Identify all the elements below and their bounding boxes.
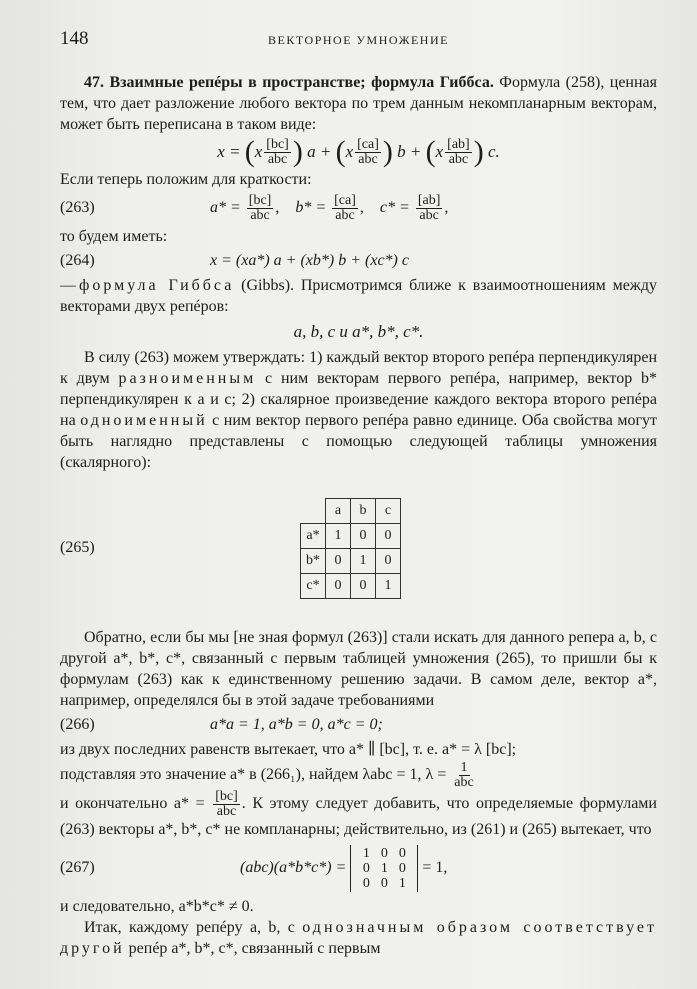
fraction: $\frac{1}{\text{abc}}$ [454,759,474,790]
term-pre: x [345,142,354,161]
equation-lhs: x = [217,142,241,161]
paragraph-converse: Обратно, если бы мы [не зная формул (263)] стали искать для данного репера a, b, c другой a*, b*, c*, связанный с первым таблицей умножения (265), то пришли бы к формулам (263) как к единственному решению задачи. В самом деле, вектор a*, например, определялся бы в этой задаче требованиями [60,629,657,709]
table-row-header: a* [301,523,326,548]
term-post: c. [487,142,500,161]
term-pre: x [435,142,444,161]
fraction: $\frac{[bc]}{\text{abc}}$ [248,192,272,223]
fraction: $\frac{[ca]}{\text{abc}}$ [334,192,356,223]
paragraph-substitute: подставляя это значение a* в (266₁), найдем λabc = 1, λ = $\frac{1}{\text{abc}}$ [60,759,474,790]
paragraph-brevity: Если теперь положим для краткости: [60,171,312,188]
equation-263: (263) a* = $\frac{[bc]}{\text{abc}}$ , b* = $\frac{[ca]}{\text{abc}}$ , c* = $\frac{[ab]}{\text{abc}}$ , [60,192,449,223]
table-cell: 1 [326,523,351,548]
table-row [301,523,401,548]
equation-body: a*a = 1, a*b = 0, a*c = 0; [210,716,383,733]
paragraph-intro-text: Формула (258), ценная тем, что дает разложение любого вектора по трем данным некомпланарным векторам, может быть переписана в таком виде: [60,74,658,133]
table-cell: 0 [351,523,376,548]
equation-body: x = (xa*) a + (xb*) b + (xc*) c [210,252,409,269]
table-row [301,548,401,573]
table-header-cell: a [326,498,351,523]
table-cell: 0 [351,573,376,598]
equation-number: (267) [60,859,95,876]
page-header [60,28,657,58]
term-pre: x [254,142,263,161]
equation-number: (266) [60,716,95,733]
fraction: $\frac{[ab]}{\text{abc}}$ [447,136,470,167]
equation-266 [60,711,657,739]
paragraph-we-get: то будем иметь: [60,228,168,245]
vectors-line: a, b, c и a*, b*, c*. [293,322,424,341]
fraction: $\frac{[ca]}{\text{abc}}$ [357,136,379,167]
table-cell: 0 [326,548,351,573]
table-cell: 0 [376,523,401,548]
equation-267: (267) (abc)(a*b*c*) = 1 0 0 0 1 0 0 0 1 = 1, [60,845,448,891]
table-cell: 1 [376,573,401,598]
paragraph-properties: В силу (263) можем утверждать: 1) каждый вектор второго репéра перпендикулярен к двум разноименным с ним векторам первого репéра, например, вектор b* перпендикулярен к a и c; 2) скалярное произведение каждого вектора второго репéра на одноименный с ним вектор первого репéра равно единице. Оба свойства могут быть наглядно представлены с помощью следующей таблицы умножения (скалярного): [60,349,657,471]
equation-number: (263) [60,199,95,216]
running-title: ВЕКТОРНОЕ УМНОЖЕНИЕ [268,33,449,47]
paragraph-nonzero: и следовательно, a*b*c* ≠ 0. [60,898,254,915]
table-row-header: b* [301,548,326,573]
paragraph-gibbs-formula: —формула Гиббса (Gibbs). Присмотримся ближе к взаимоотношениям между векторами двух репéров: [60,277,657,315]
table-header-row [301,498,401,523]
table-row-header: c* [301,573,326,598]
paragraph-intro [60,72,657,135]
term-post: b + [397,142,422,161]
fraction: $\frac{[ab]}{\text{abc}}$ [417,192,441,223]
table-cell: 0 [326,573,351,598]
table-cell: 0 [376,548,401,573]
multiplication-table-block [60,477,657,619]
fraction: $\frac{[bc]}{\text{abc}}$ [266,136,289,167]
table-row [301,573,401,598]
paragraph-summary: Итак, каждому репéру a, b, c однозначным образом соответствует другой репéр a*, b*, c*, связанный с первым [60,919,657,957]
paragraph-consequence: из двух последних равенств вытекает, что a* ∥ [bc], т. е. a* = λ [bc]; [60,741,517,758]
table-header-cell: c [376,498,401,523]
section-title: 47. Взаимные репéры в пространстве; формула Гиббса. [84,74,494,91]
table-header-cell: b [351,498,376,523]
equation-number: (265) [60,539,95,556]
equation-gibbs-expanded: x = ( x $\frac{[bc]}{\text{abc}}$ ) a + ( x $\frac{[ca]}{\text{abc}}$ ) b + ( x $\frac{[ab]}{\text{abc}}$ ) c. [217,135,500,168]
term-post: a + [307,142,332,161]
fraction: $\frac{[bc]}{\text{abc}}$ [215,789,238,819]
equation-264 [60,247,657,275]
determinant-matrix: 1 0 0 0 1 0 0 0 1 [350,845,418,892]
equation-number: (264) [60,252,95,269]
multiplication-table [300,498,401,599]
page-number: 148 [60,28,89,49]
paragraph-finally: и окончательно a* = $\frac{[bc]}{\text{abc}}$ . К этому следует добавить, что определяемые формулами (263) векторы a*, b*, c* не компланарны; действительно, из (261) и (265) вытекает, что [60,789,657,838]
table-cell: 1 [351,548,376,573]
